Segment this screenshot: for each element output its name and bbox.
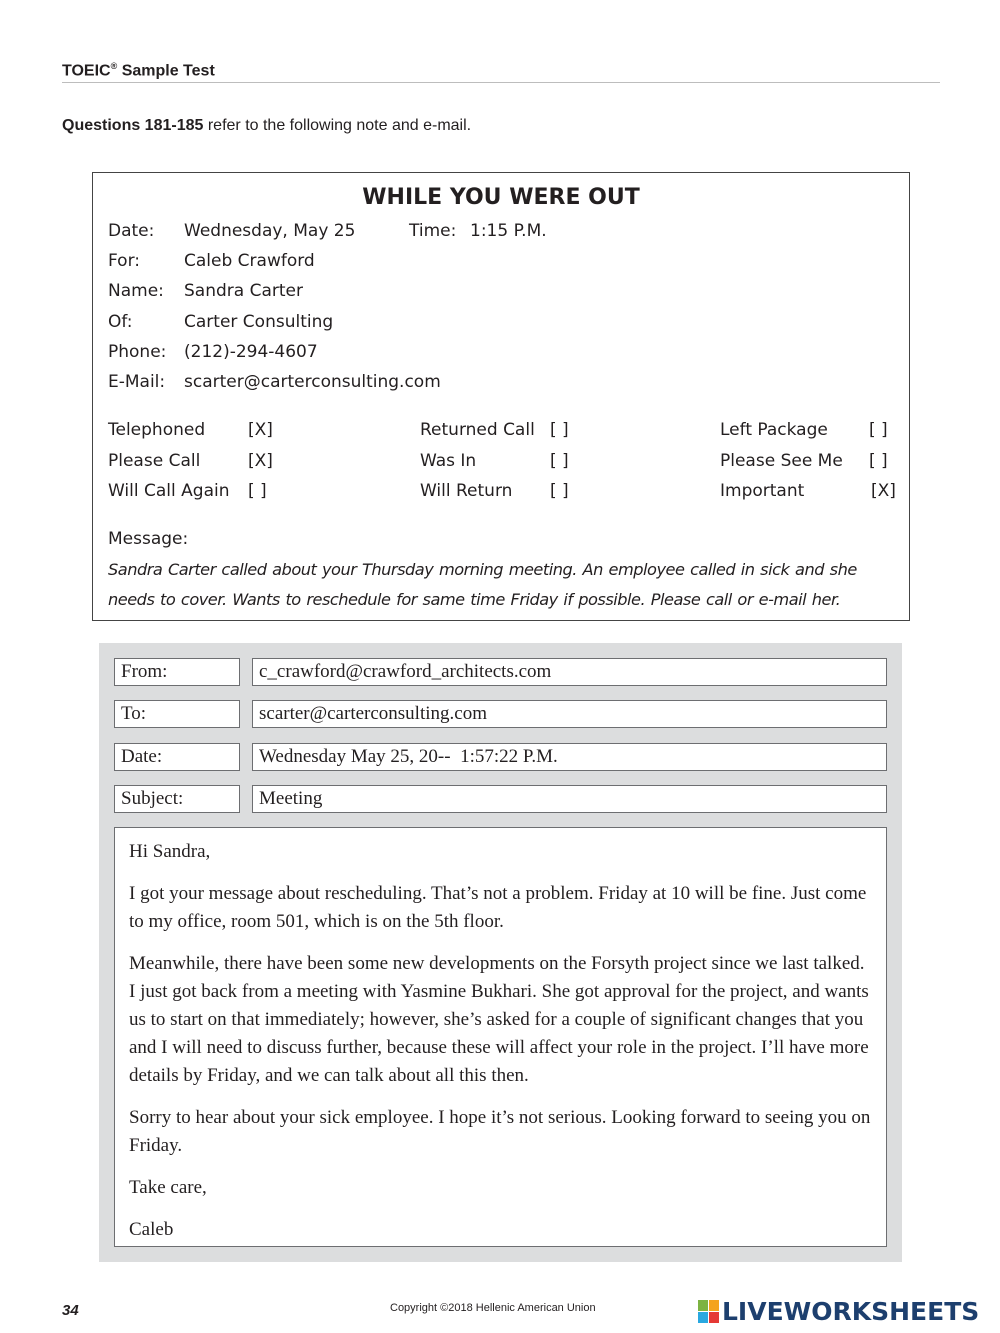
email-panel xyxy=(99,643,902,1262)
phone-message-note xyxy=(92,172,910,621)
email-signature: Caleb xyxy=(129,1219,174,1240)
check-label-telephoned: Telephoned xyxy=(108,420,206,440)
note-date-value: Wednesday, May 25 xyxy=(184,221,356,241)
email-closing: Take care, xyxy=(129,1177,207,1198)
check-mark-please-see-me: [ ] xyxy=(869,451,888,471)
check-mark-telephoned: [X] xyxy=(248,420,273,440)
note-of-label: Of: xyxy=(108,312,133,332)
check-mark-left-package: [ ] xyxy=(869,420,888,440)
note-message-label: Message: xyxy=(108,529,189,549)
check-label-please-see-me: Please See Me xyxy=(720,451,843,471)
check-label-please-call: Please Call xyxy=(108,451,201,471)
note-date-label: Date: xyxy=(108,221,155,241)
page-header-title: TOEIC® Sample Test xyxy=(62,61,215,80)
note-time-value: 1:15 P.M. xyxy=(470,221,547,241)
check-label-left-package: Left Package xyxy=(720,420,828,440)
note-for-label: For: xyxy=(108,251,140,271)
email-subject-label: Subject: xyxy=(114,785,240,813)
email-from-label: From: xyxy=(114,658,240,686)
email-date-label: Date: xyxy=(114,743,240,771)
check-label-was-in: Was In xyxy=(420,451,477,471)
email-to-label: To: xyxy=(114,700,240,728)
liveworksheets-logo-icon xyxy=(698,1300,720,1324)
check-label-will-return: Will Return xyxy=(420,481,513,501)
check-label-returned-call: Returned Call xyxy=(420,420,535,440)
note-name-value: Sandra Carter xyxy=(184,281,303,301)
email-paragraph-2: Meanwhile, there have been some new developments on the Forsyth project since we last talked. I just got back from a meeting with Yasmine Bukhari. She got approval for the project, and wants us to start on that immediately; however, she’s asked for a couple of significant changes that you and I will need to discuss further, because these will affect your role in the project. I’ll have more details by Friday, and we can talk about all this then. xyxy=(129,953,869,1086)
note-email-label: E-Mail: xyxy=(108,372,166,392)
check-mark-returned-call: [ ] xyxy=(550,420,569,440)
check-mark-please-call: [X] xyxy=(248,451,273,471)
email-paragraph-3: Sorry to hear about your sick employee. I hope it’s not serious. Looking forward to seeing you on Friday. xyxy=(129,1107,871,1156)
note-phone-label: Phone: xyxy=(108,342,167,362)
note-phone-value: (212)-294-4607 xyxy=(184,342,318,362)
check-label-important: Important xyxy=(720,481,805,501)
note-email-value: scarter@carterconsulting.com xyxy=(184,372,441,392)
check-mark-will-call-again: [ ] xyxy=(248,481,267,501)
email-subject-value: Meeting xyxy=(252,785,887,813)
liveworksheets-logo-text: LIVEWORKSHEETS xyxy=(722,1297,980,1326)
email-to-value: scarter@carterconsulting.com xyxy=(252,700,887,728)
note-title: WHILE YOU WERE OUT xyxy=(362,185,640,210)
note-of-value: Carter Consulting xyxy=(184,312,334,332)
check-mark-was-in: [ ] xyxy=(550,451,569,471)
liveworksheets-logo[interactable] xyxy=(698,1296,994,1328)
note-name-label: Name: xyxy=(108,281,164,301)
email-paragraph-1: I got your message about rescheduling. That’s not a problem. Friday at 10 will be fine. Just come to my office, room 501, which is on the 5th floor. xyxy=(129,883,867,932)
email-greeting: Hi Sandra, xyxy=(129,841,211,862)
check-label-will-call-again: Will Call Again xyxy=(108,481,230,501)
copyright-notice: Copyright ©2018 Hellenic American Union xyxy=(390,1302,596,1314)
check-mark-will-return: [ ] xyxy=(550,481,569,501)
email-body xyxy=(114,827,887,1247)
note-for-value: Caleb Crawford xyxy=(184,251,315,271)
note-time-label: Time: xyxy=(409,221,457,241)
email-date-value: Wednesday May 25, 20-- 1:57:22 P.M. xyxy=(252,743,887,771)
page-number: 34 xyxy=(62,1302,79,1319)
check-mark-important: [X] xyxy=(871,481,896,501)
note-message-text: Sandra Carter called about your Thursday morning meeting. An employee called in sick and she needs to cover. Wants to reschedule for same time Friday if possible. Please call or e-mail her. xyxy=(108,560,857,609)
header-divider xyxy=(62,82,940,83)
questions-intro: Questions 181-185 refer to the following note and e-mail. xyxy=(62,117,472,134)
email-from-value: c_crawford@crawford_architects.com xyxy=(252,658,887,686)
